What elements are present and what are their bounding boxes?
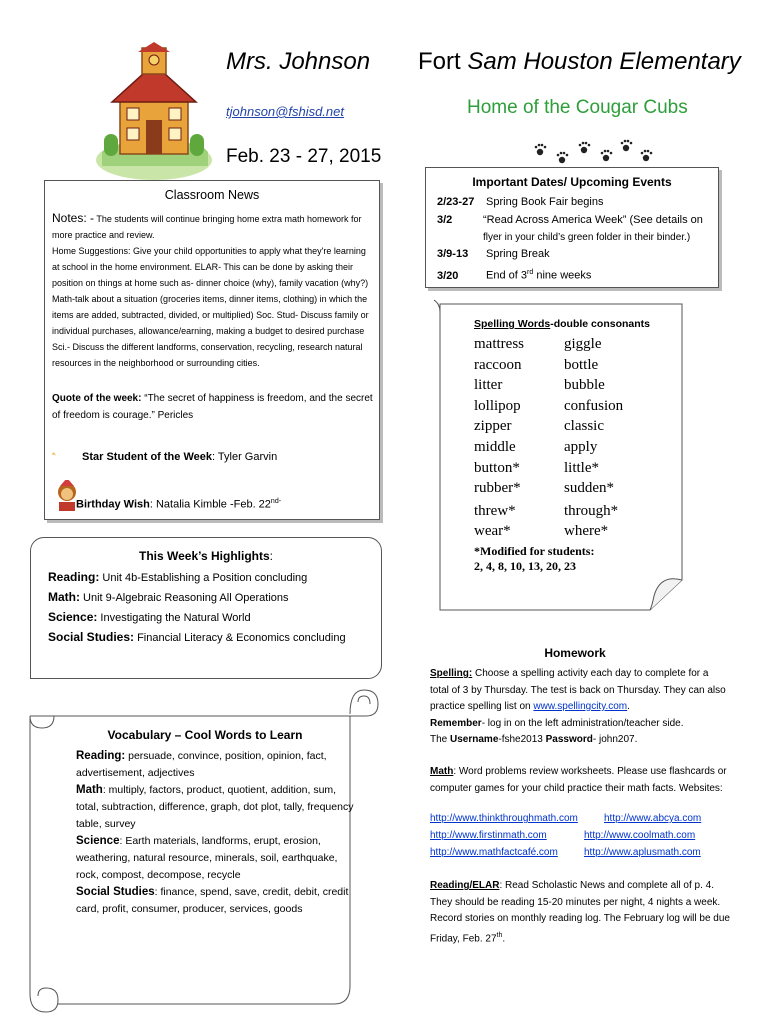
- highlights-title-colon: :: [269, 549, 274, 563]
- spelling-word: mattress: [474, 336, 524, 352]
- star-student-label: Star Student of the Week: [82, 451, 212, 463]
- hw-the: The: [430, 734, 451, 745]
- spelling-word: bottle: [564, 356, 599, 373]
- date-sup: rd: [527, 269, 534, 276]
- date-event: “Read Across America Week” (See details on: [483, 214, 703, 226]
- date-event: flyer in your child’s green folder in their binder.): [483, 232, 691, 243]
- date-event: Spring Break: [483, 248, 550, 260]
- aplusmath-link[interactable]: http://www.aplusmath.com: [584, 847, 701, 858]
- teacher-name: Mrs. Johnson: [226, 48, 371, 75]
- date-row: [437, 229, 717, 246]
- highlight-subject: Social Studies:: [48, 630, 135, 644]
- highlight-text: Investigating the Natural World: [97, 612, 251, 624]
- highlight-text: Financial Literacy & Economics concluding: [134, 632, 346, 644]
- vocabulary-title: Vocabulary – Cool Words to Learn: [107, 728, 303, 742]
- date-event: End of 3: [483, 269, 528, 282]
- school-name: [418, 48, 741, 76]
- date-label: 3/2: [437, 214, 453, 226]
- vocabulary-list: [76, 748, 356, 918]
- highlight-science: [48, 610, 251, 624]
- hw-spelling-text: Choose a spelling activity each day to complete for a total of 3 by Thursday. The test is back on Thursday. They can also practice spelling list on: [430, 668, 726, 712]
- hw-username-label: Username: [450, 734, 499, 745]
- firstinmath-link[interactable]: http://www.firstinmath.com: [430, 830, 547, 841]
- star-student: [82, 451, 277, 463]
- birthday-text: : Natalia Kimble -Feb. 22: [149, 498, 271, 511]
- highlight-social-studies: [48, 630, 346, 644]
- hw-elar-end: .: [502, 932, 506, 944]
- spelling-word: classic: [564, 418, 604, 435]
- hw-elar-sup: th: [496, 931, 503, 939]
- spelling-title-underlined: Spelling Words: [474, 318, 551, 330]
- vocab-words: : Earth materials, landforms, erupt, erosion, weathering, natural resource, minerals, soil, earthquake, rock, compost, decompose, recycle: [76, 835, 338, 881]
- vocab-science: [76, 833, 356, 884]
- vocab-words: : multiply, factors, product, quotient, addition, sum, total, subtraction, difference, graph, dot plot, tally, frequency table, survey: [76, 784, 354, 830]
- spelling-word: through*: [564, 502, 619, 519]
- spelling-word: bubble: [564, 377, 605, 394]
- date-row: [437, 264, 717, 285]
- highlight-subject: Math:: [48, 590, 80, 604]
- school-name-prefix: Fort: [418, 48, 461, 75]
- spelling-words-title: [474, 318, 650, 330]
- mathfactcafe-link[interactable]: http://www.mathfactcafé.com: [430, 847, 558, 858]
- vocab-words: : finance, spend, save, credit, debit, credit card, profit, consumer, producer, services, goods: [76, 886, 349, 915]
- spelling-word: sudden*: [564, 480, 614, 497]
- spelling-word: little*: [564, 459, 599, 476]
- thinkthroughmath-link[interactable]: http://www.thinkthroughmath.com: [430, 813, 578, 824]
- vocab-words: persuade, convince, position, opinion, fact, advertisement, adjectives: [76, 750, 327, 779]
- highlight-reading: [48, 570, 307, 584]
- spelling-word: threw*: [474, 502, 516, 519]
- date-row: [437, 246, 717, 263]
- spelling-word: litter: [474, 377, 503, 394]
- spelling-word: middle: [474, 438, 516, 455]
- abcya-link[interactable]: http://www.abcya.com: [604, 813, 702, 824]
- homework-title: Homework: [544, 646, 606, 660]
- notes-label: Notes: -: [52, 211, 95, 225]
- spellingcity-link[interactable]: www.spellingcity.com: [533, 701, 628, 712]
- homework-reading-elar: [430, 878, 730, 947]
- quote-text: “The secret of happiness is freedom, and the secret of freedom is courage.” Pericles: [52, 393, 373, 421]
- vocab-subject: Science: [76, 835, 120, 847]
- spelling-word: wear*: [474, 523, 511, 540]
- important-dates-title: Important Dates/ Upcoming Events: [472, 175, 672, 189]
- school-tagline: Home of the Cougar Cubs: [467, 97, 688, 118]
- hw-password-label: Password: [545, 734, 593, 745]
- vocab-reading: [76, 748, 356, 782]
- date-label: 3/9-13: [437, 248, 469, 260]
- vocab-subject: Social Studies: [76, 886, 155, 898]
- spelling-word: confusion: [564, 397, 624, 414]
- spelling-word: where*: [564, 523, 609, 540]
- hw-elar-label: Reading/ELAR: [430, 880, 500, 891]
- schoolhouse-icon: [94, 42, 214, 182]
- spelling-column-1: [474, 334, 524, 542]
- modified-label: *Modified for students:: [474, 544, 595, 558]
- hw-remember-label: Remember: [430, 717, 482, 729]
- date-row: [437, 194, 717, 211]
- modified-list: [474, 544, 594, 574]
- classroom-notes: [52, 210, 374, 371]
- date-row: [437, 212, 717, 229]
- hw-spelling-label: Spelling:: [430, 668, 473, 679]
- notes-text: The students will continue bringing home extra math homework for more practice and review.: [52, 214, 362, 240]
- modified-numbers: 2, 4, 8, 10, 13, 20, 23: [474, 559, 576, 573]
- date-event-tail: nine weeks: [533, 269, 592, 282]
- hw-remember-text: - log in on the left administration/teacher side.: [481, 717, 684, 729]
- highlights-title: [30, 549, 382, 563]
- quote-label: Quote of the week:: [52, 393, 142, 404]
- vocab-subject: Reading:: [76, 750, 126, 762]
- homework-math: [430, 764, 730, 797]
- spelling-column-2: [564, 334, 623, 542]
- highlight-math: [48, 590, 289, 604]
- spelling-word: lollipop: [474, 397, 521, 414]
- spelling-word: button*: [474, 459, 520, 476]
- highlights-title-text: This Week’s Highlights: [138, 549, 270, 563]
- home-suggestions: Home Suggestions: Give your child opportunities to apply what they're learning at school in the home environment. ELAR- This can be done by asking their position on things at home such as- dinner choice (why), family vacation (why?) Math-talk about a situation (groceries items, dinner items, clothing) in which the items are added, subtracted, divided, or multiplied) Soc. Stud- Discuss family or individual purchases, allowance/earning, making a budget to desired purchase Sci.- Discuss the different landforms, conservation, recycling, research natural resources in the neighborhood or surrounding cities.: [52, 246, 369, 368]
- highlight-subject: Science:: [48, 610, 98, 624]
- classroom-news-title: Classroom News: [164, 188, 260, 202]
- birthday-wish: [76, 498, 281, 511]
- week-dates: Feb. 23 - 27, 2015: [226, 146, 382, 167]
- spelling-title-rest: -double consonants: [550, 318, 650, 330]
- spelling-word: rubber*: [474, 480, 521, 497]
- hw-elar-text: : Read Scholastic News and complete all of p. 4. They should be reading 15-20 minutes per night, 4 nights a week. Record stories on monthly reading log. The February log will be due Friday, Feb. 27: [430, 880, 730, 944]
- highlight-subject: Reading:: [48, 570, 100, 584]
- vocab-subject: Math: [76, 784, 103, 796]
- hw-math-text: : Word problems review worksheets. Please use flashcards or computer games for your child practice their math facts. Websites:: [430, 766, 727, 794]
- birthday-sup: nd-: [270, 498, 282, 505]
- birthday-label: Birthday Wish: [76, 498, 150, 511]
- date-event: Spring Book Fair begins: [483, 196, 604, 208]
- teacher-email-link[interactable]: tjohnson@fshisd.net: [226, 104, 344, 119]
- school-name-italic: Sam Houston Elementary: [467, 48, 741, 75]
- paw-print-icon: [530, 138, 660, 164]
- spelling-word: zipper: [474, 418, 512, 435]
- spelling-word: giggle: [564, 336, 602, 352]
- vocab-social-studies: [76, 884, 356, 918]
- hw-username-val: -fshe2013: [498, 734, 546, 745]
- highlight-text: Unit 9-Algebraic Reasoning All Operations: [80, 592, 289, 604]
- hw-math-label: Math: [430, 766, 454, 777]
- homework-spelling: Spelling: Choose a spelling activity each day to complete for a total of 3 by Thursday. The test is back on Thursday. They can also practice spelling list on www.spellingcity.com. Remember- log in on the left administration/teacher side. The Username-fshe2013 Password- john207.: [430, 668, 726, 745]
- spelling-word: raccoon: [474, 356, 522, 373]
- date-label: 3/20: [437, 269, 459, 282]
- quote-of-week: [52, 390, 374, 424]
- date-label: 2/23-27: [437, 196, 475, 208]
- highlight-text: Unit 4b-Establishing a Position concluding: [99, 572, 308, 584]
- vocab-math: [76, 782, 356, 833]
- coolmath-link[interactable]: http://www.coolmath.com: [584, 830, 696, 841]
- spelling-word: apply: [564, 438, 598, 455]
- star-student-name: : Tyler Garvin: [211, 451, 278, 463]
- hw-password-val: - john207.: [592, 734, 638, 745]
